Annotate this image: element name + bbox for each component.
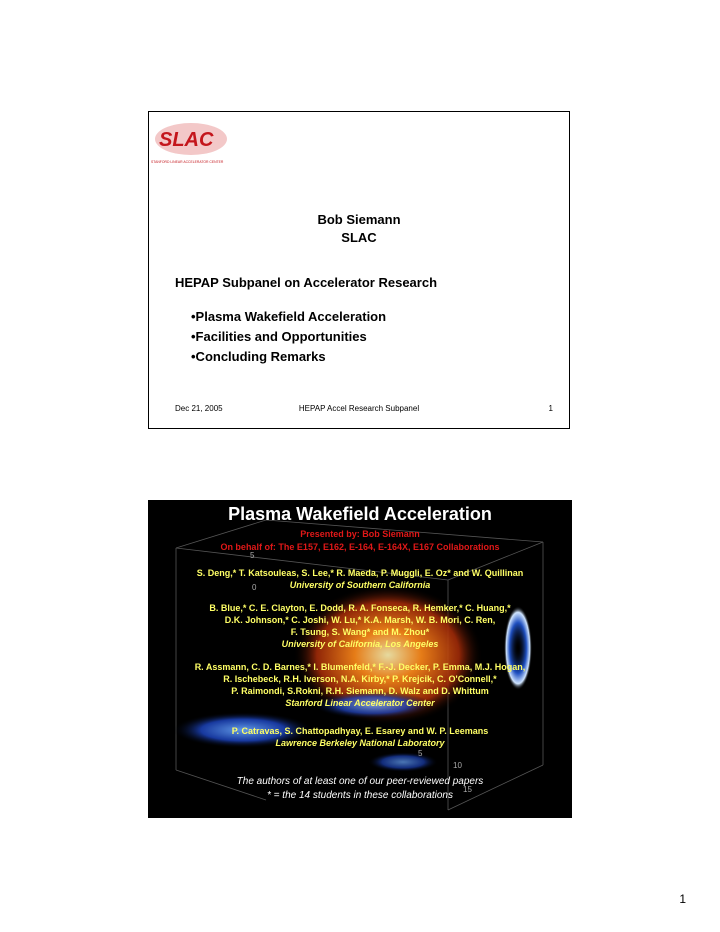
axis-tick: 5 xyxy=(418,749,423,758)
authors-note xyxy=(148,775,572,803)
institution-name: Stanford Linear Accelerator Center xyxy=(285,698,435,708)
topic-item: •Facilities and Opportunities xyxy=(191,329,367,344)
footer-date: Dec 21, 2005 xyxy=(175,404,223,413)
author-group-lbnl xyxy=(148,725,572,749)
slac-logo xyxy=(151,117,241,169)
institution-name: University of Southern California xyxy=(289,580,431,590)
presenter-name: Bob Siemann xyxy=(317,212,401,227)
slide-title: Plasma Wakefield Acceleration xyxy=(228,504,492,524)
author-names: R. Ischebeck, R.H. Iverson, N.A. Kirby,* P. Krejcik, C. O'Connell,* xyxy=(223,674,497,684)
author-names: P. Raimondi, S.Rokni, R.H. Siemann, D. Walz and D. Whittum xyxy=(231,686,489,696)
topic-item: •Concluding Remarks xyxy=(191,349,326,364)
author-names: D.K. Johnson,* C. Joshi, W. Lu,* K.A. Marsh, W. B. Mori, C. Ren, xyxy=(224,615,496,625)
logo-subtext: STANFORD LINEAR ACCELERATOR CENTER xyxy=(151,160,224,164)
slide-heading: HEPAP Subpanel on Accelerator Research xyxy=(175,275,438,290)
note-line: * = the 14 students in these collaborations xyxy=(267,790,453,801)
slide-1 xyxy=(148,111,570,429)
note-line: The authors of at least one of our peer-reviewed papers xyxy=(236,776,484,787)
institution-name: University of California, Los Angeles xyxy=(281,639,439,649)
collaborations-line: On behalf of: The E157, E162, E-164, E-164X, E167 Collaborations xyxy=(220,542,500,552)
author-group-slac xyxy=(148,661,572,709)
author-names: B. Blue,* C. E. Clayton, E. Dodd, R. A. Fonseca, R. Hemker,* C. Huang,* xyxy=(209,603,511,613)
slide-2-text xyxy=(148,500,572,818)
axis-tick: 10 xyxy=(453,761,462,770)
author-names: R. Assmann, C. D. Barnes,* I. Blumenfeld,* F.-J. Decker, P. Emma, M.J. Hogan, xyxy=(194,662,526,672)
topic-list xyxy=(191,307,386,367)
footer-title: HEPAP Accel Research Subpanel xyxy=(298,404,420,413)
axis-tick: 5 xyxy=(250,551,255,560)
author-group-usc xyxy=(148,567,572,591)
footer-page-number: 1 xyxy=(548,404,553,413)
axis-tick: 15 xyxy=(463,785,472,794)
author-names: P. Catravas, S. Chattopadhyay, E. Esarey and W. P. Leemans xyxy=(231,726,489,736)
topic-item: •Plasma Wakefield Acceleration xyxy=(191,309,387,324)
axis-tick: 0 xyxy=(252,583,257,592)
author-names: F. Tsung, S. Wang* and M. Zhou* xyxy=(290,627,430,637)
institution-name: Lawrence Berkeley National Laboratory xyxy=(275,738,445,748)
author-group-ucla xyxy=(148,602,572,650)
slide-2 xyxy=(148,500,572,818)
presented-by: Presented by: Bob Siemann xyxy=(300,529,420,539)
presenter-organization: SLAC xyxy=(341,230,377,245)
author-names: S. Deng,* T. Katsouleas, S. Lee,* R. Maeda, P. Muggli, E. Oz* and W. Quillinan xyxy=(196,568,524,578)
page-number: 1 xyxy=(679,892,686,906)
logo-text: SLAC xyxy=(159,129,214,151)
